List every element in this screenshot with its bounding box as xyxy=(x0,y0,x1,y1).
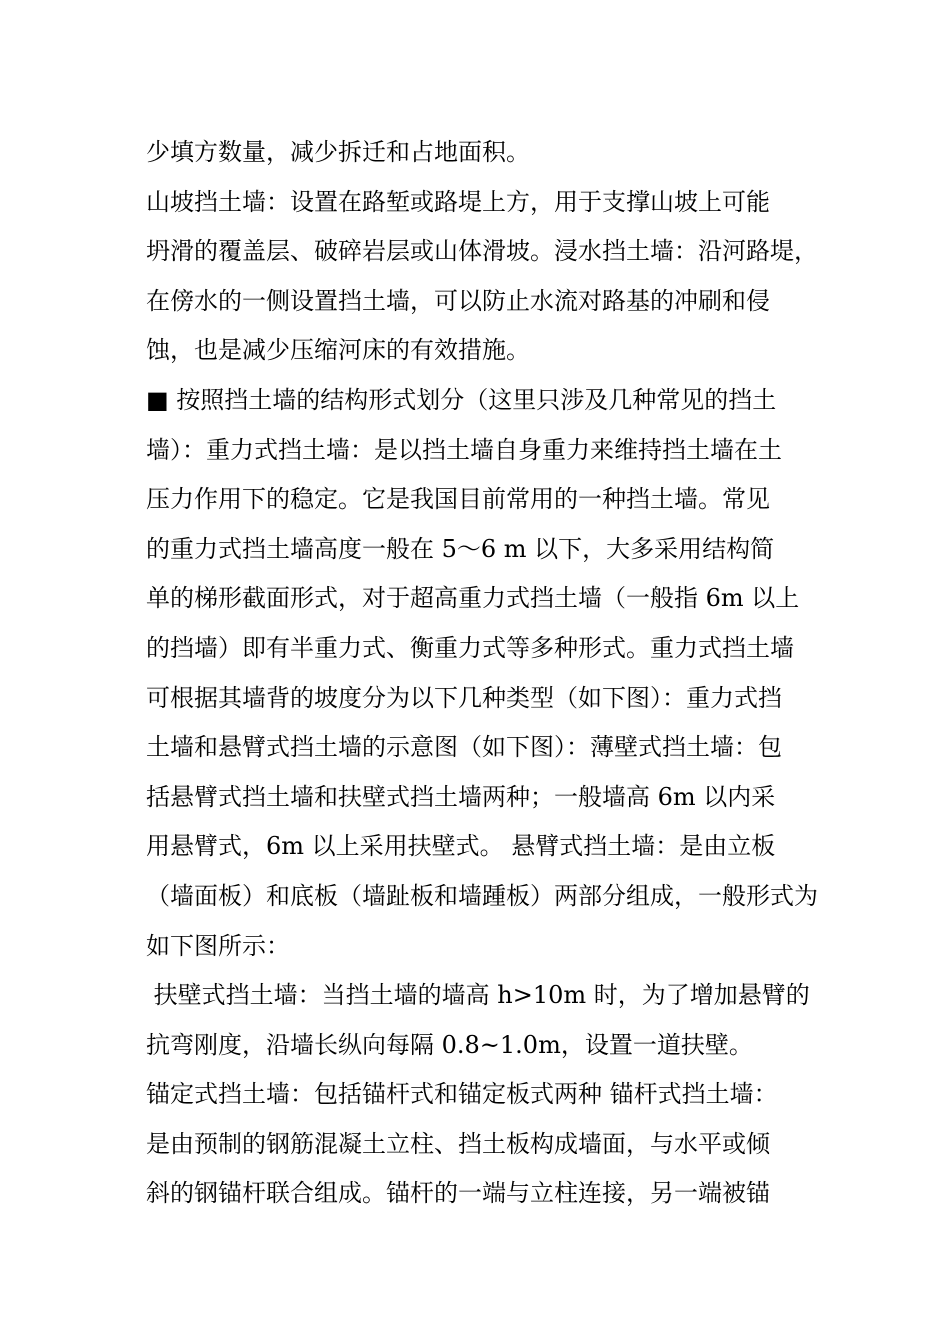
text-line: 坍滑的覆盖层、破碎岩层或山体滑坡。浸水挡土墙：沿河路堤， xyxy=(146,237,818,266)
text-line: 用悬臂式，6m 以上采用扶壁式。 悬臂式挡土墙：是由立板 xyxy=(146,832,776,861)
text-line: 抗弯刚度，沿墙长纵向每隔 0.8~1.0m，设置一道扶壁。 xyxy=(146,1030,753,1059)
text-line: 压力作用下的稳定。它是我国目前常用的一种挡土墙。常见 xyxy=(146,485,770,514)
text-line: 如下图所示： xyxy=(146,931,290,960)
body-text xyxy=(146,128,826,1219)
text-line: ■ 按照挡土墙的结构形式划分（这里只涉及几种常见的挡土 xyxy=(146,385,777,414)
text-line: 锚定式挡土墙：包括锚杆式和锚定板式两种 锚杆式挡土墙： xyxy=(146,1080,778,1109)
text-line: 可根据其墙背的坡度分为以下几种类型（如下图）：重力式挡 xyxy=(146,683,782,712)
text-line: 在傍水的一侧设置挡土墙，可以防止水流对路基的冲刷和侵 xyxy=(146,286,770,315)
text-line: 单的梯形截面形式，对于超高重力式挡土墙（一般指 6m 以上 xyxy=(146,584,800,613)
text-line: 土墙和悬臂式挡土墙的示意图（如下图）：薄壁式挡土墙：包 xyxy=(146,733,782,762)
text-line: 山坡挡土墙：设置在路堑或路堤上方，用于支撑山坡上可能 xyxy=(146,187,770,216)
text-line: 蚀，也是减少压缩河床的有效措施。 xyxy=(146,336,530,365)
text-line: 的挡墙）即有半重力式、衡重力式等多种形式。重力式挡土墙 xyxy=(146,633,794,662)
text-line: 斜的钢锚杆联合组成。锚杆的一端与立柱连接，另一端被锚 xyxy=(146,1179,770,1208)
text-line: 少填方数量，减少拆迁和占地面积。 xyxy=(146,138,530,166)
text-line: （墙面板）和底板（墙趾板和墙踵板）两部分组成，一般形式为 xyxy=(146,881,818,910)
text-line: 扶壁式挡土墙：当挡土墙的墙高 h>10m 时，为了增加悬臂的 xyxy=(146,981,810,1010)
text-line: 的重力式挡土墙高度一般在 5～6 m 以下，大多采用结构简 xyxy=(146,534,775,563)
text-line: 墙）：重力式挡土墙：是以挡土墙自身重力来维持挡土墙在土 xyxy=(146,435,782,464)
text-line: 是由预制的钢筋混凝土立柱、挡土板构成墙面，与水平或倾 xyxy=(146,1129,770,1158)
text-line: 括悬臂式挡土墙和扶壁式挡土墙两种；一般墙高 6m 以内采 xyxy=(146,782,776,811)
